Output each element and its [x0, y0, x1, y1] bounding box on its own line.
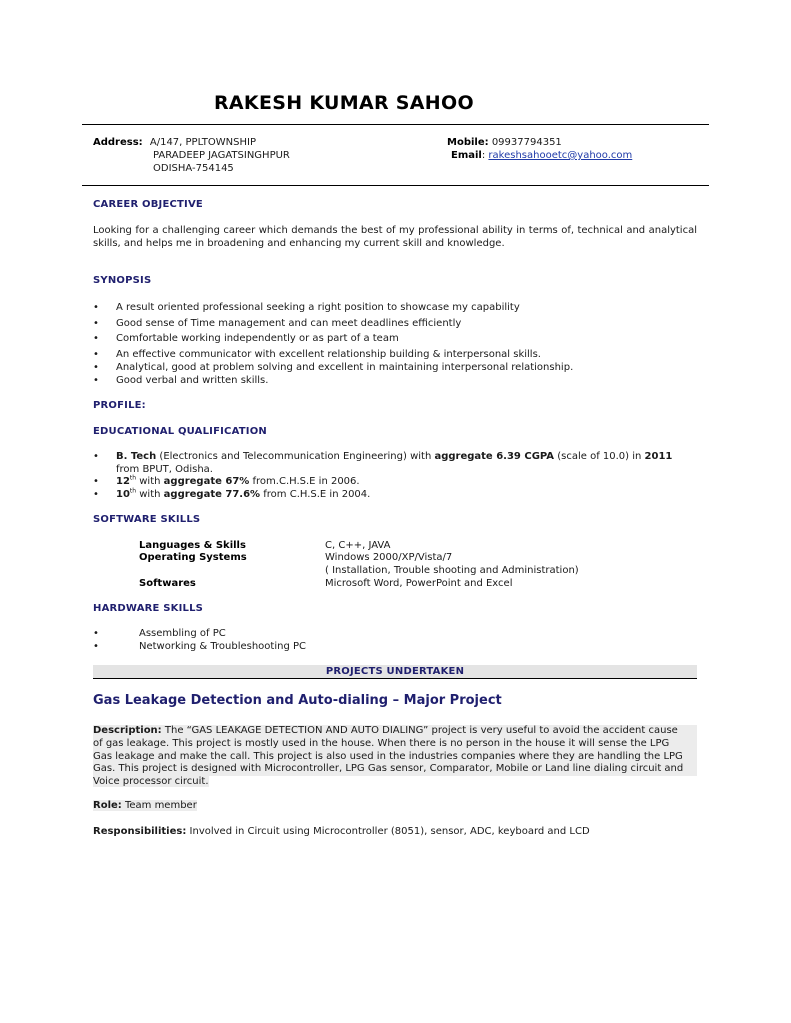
profile-heading: PROFILE:	[93, 400, 146, 411]
bullet-icon: •	[93, 451, 99, 462]
softwares-value: Microsoft Word, PowerPoint and Excel	[325, 578, 513, 589]
project-role: Role: Team member	[93, 800, 197, 811]
os-label: Operating Systems	[139, 552, 247, 563]
os-note: ( Installation, Trouble shooting and Administration)	[325, 565, 579, 576]
hardware-skills-heading: HARDWARE SKILLS	[93, 603, 204, 614]
address-line-3: ODISHA-754145	[153, 163, 234, 174]
email-block	[451, 149, 632, 162]
softwares-label: Softwares	[139, 578, 196, 589]
project-description: Description: The “GAS LEAKAGE DETECTION AND AUTO DIALING” project is very useful to avoid the accident cause of gas leakage. This project is mostly used in the house. When there is no person in the house it will sense the LPG Gas leakage and make the call. This project is also used in the industries companies where they are handling the LPG Gas. This project is designed with Microcontroller, LPG Gas sensor, Comparator, Mobile or Land line dialing circuit and Voice processor circuit.	[93, 725, 697, 789]
bullet-icon: •	[93, 628, 99, 639]
address-line-1: A/147, PPLTOWNSHIP	[149, 137, 256, 148]
projects-bar: PROJECTS UNDERTAKEN	[93, 665, 697, 679]
candidate-name: RAKESH KUMAR SAHOO	[214, 92, 474, 114]
address-block	[93, 136, 256, 149]
bullet-icon: •	[93, 349, 99, 360]
role-label: Role:	[93, 800, 122, 811]
header-top-rule	[82, 124, 709, 125]
education-heading: EDUCATIONAL QUALIFICATION	[93, 426, 267, 437]
header-bottom-rule	[82, 185, 709, 186]
email-link[interactable]: rakeshsahooetc@yahoo.com	[488, 150, 633, 161]
bullet-icon: •	[93, 318, 99, 329]
software-skills-heading: SOFTWARE SKILLS	[93, 514, 201, 525]
list-item: Assembling of PC	[139, 628, 226, 639]
project-responsibilities: Responsibilities: Involved in Circuit using Microcontroller (8051), sensor, ADC, keyboard and LCD	[93, 826, 590, 837]
career-objective-text: Looking for a challenging career which demands the best of my professional ability in terms of, technical and analytical skills, and helps me in broadening and enhancing my current skill and knowledge.	[93, 225, 697, 249]
career-objective-heading: CAREER OBJECTIVE	[93, 199, 203, 210]
project-title: Gas Leakage Detection and Auto-dialing – Major Project	[93, 693, 502, 708]
bullet-icon: •	[93, 333, 99, 344]
bullet-icon: •	[93, 375, 99, 386]
bullet-icon: •	[93, 362, 99, 373]
mobile-block	[447, 136, 562, 149]
languages-label: Languages & Skills	[139, 540, 246, 551]
mobile-number: 09937794351	[491, 137, 562, 148]
bullet-icon: •	[93, 476, 99, 487]
address-label: Address:	[93, 137, 143, 148]
languages-value: C, C++, JAVA	[325, 540, 391, 551]
email-label: Email	[451, 150, 482, 161]
bullet-icon: •	[93, 489, 99, 500]
responsibilities-label: Responsibilities:	[93, 826, 187, 837]
list-item: Networking & Troubleshooting PC	[139, 641, 306, 652]
bullet-icon: •	[93, 641, 99, 652]
description-label: Description:	[93, 725, 162, 736]
synopsis-heading: SYNOPSIS	[93, 275, 152, 286]
os-value: Windows 2000/XP/Vista/7	[325, 552, 453, 563]
mobile-label: Mobile:	[447, 137, 489, 148]
email-separator: :	[481, 150, 486, 161]
address-line-2: PARADEEP JAGATSINGHPUR	[153, 150, 290, 161]
bullet-icon: •	[93, 302, 99, 313]
